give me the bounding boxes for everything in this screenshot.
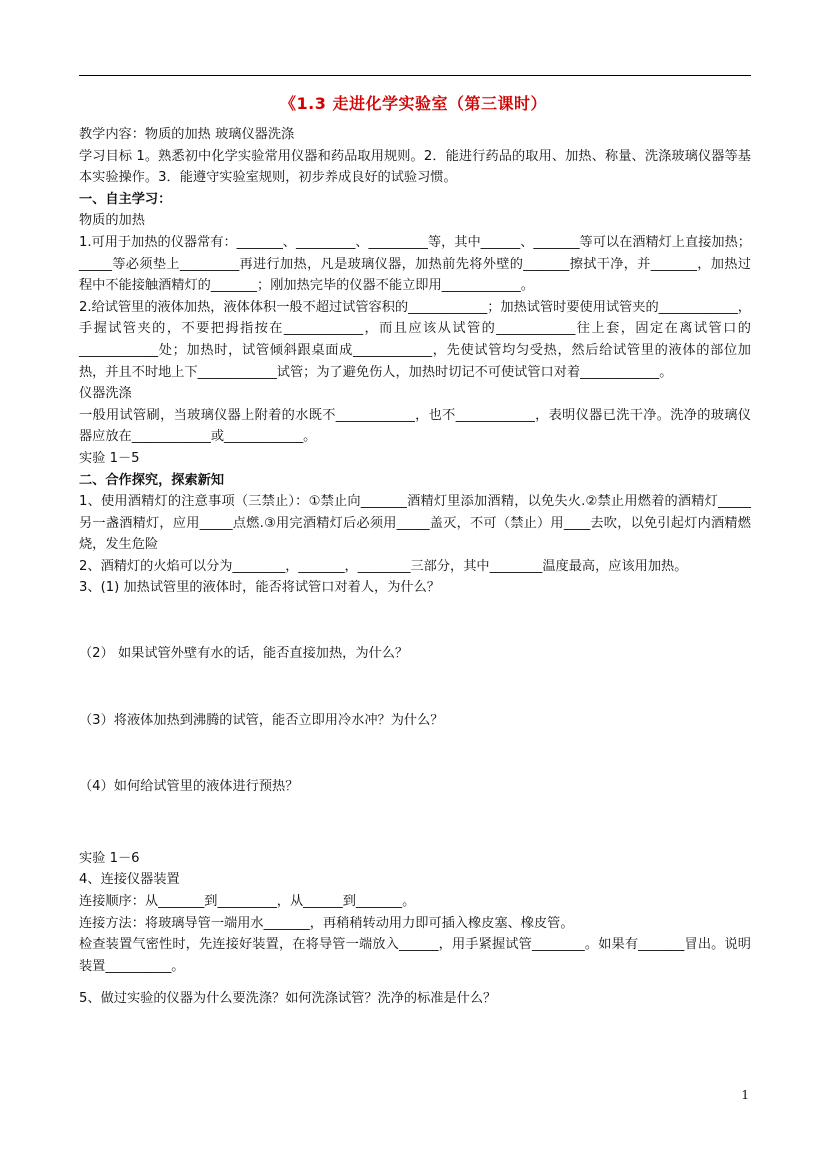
header-rule: [79, 75, 751, 76]
question-2-3-3: （3）将液体加热到沸腾的试管，能否立即用冷水冲？为什么？: [79, 712, 444, 728]
question-2-3-2: （2） 如果试管外壁有水的话，能否直接加热，为什么？: [79, 646, 409, 662]
question-2-4-order: 连接顺序：从_______到_________，从______到_______。: [79, 894, 416, 910]
teaching-content: 教学内容：物质的加热 玻璃仪器洗涤: [79, 127, 295, 142]
heating-subheading: 物质的加热: [79, 213, 145, 229]
question-1-1: 1.可用于加热的仪器常有：_______、_________、_________等，其中______、_______等可以在酒精灯上直接加热；_____等必须垫上_________再进行加热，凡是玻璃仪器，加热前先将外壁的_______擦拭干净，并_______，加热过程中不能接触酒精灯的_______；刚加热完毕的仪器不能立即用____________。: [79, 234, 751, 294]
question-2-4-check: 检查装置气密性时，先连接好装置，在将导管一端放入______，用手紧握试管________。如果有_______冒出。说明装置__________。: [79, 937, 751, 974]
answer-space: [79, 798, 751, 848]
experiment-1-5: 实验 1－5: [79, 450, 140, 466]
washing-paragraph: 一般用试管刷，当玻璃仪器上附着的水既不____________，也不____________，表明仪器已洗干净。洗净的玻璃仪器应放在____________或____________。: [79, 407, 751, 445]
question-2-5: 5、做过实验的仪器为什么要洗涤？如何洗涤试管？洗净的标准是什么？: [79, 991, 497, 1007]
learning-goals: 学习目标 1。熟悉初中化学实验常用仪器和药品取用规则。2．能进行药品的取用、加热、称量、洗涤玻璃仪器等基本实验操作。3．能遵守实验室规则，初步养成良好的试验习惯。: [79, 148, 751, 186]
question-1-2: 2.给试管里的液体加热，液体体积一般不超过试管容积的____________；加热试管时要使用试管夹的____________，手握试管夹的，不要把拇指按在____________，而且应该从试管的____________往上套，固定在离试管口的____________处；加热时，试管倾斜跟桌面成____________，先使试管均匀受热，然后给试管里的液体的部位加热，并且不时地上下____________试管；为了避免伤人，加热时切记不可使试管口对着____________。: [79, 299, 751, 380]
answer-space: [79, 977, 751, 988]
question-2-4-method: 连接方法：将玻璃导管一端用水_______，再稍稍转动用力即可插入橡皮塞、橡皮管。: [79, 915, 574, 931]
section2-heading: 二、合作探究，探索新知: [79, 472, 225, 488]
answer-space: [79, 665, 751, 710]
worksheet-body: [79, 124, 751, 1010]
section1-heading: 一、自主学习：: [79, 191, 172, 207]
question-2-3-4: （4）如何给试管里的液体进行预热？: [79, 779, 299, 795]
page-title: 《1.3 走进化学实验室（第三课时）: [280, 94, 547, 113]
question-2-3-1: 3、(1) 加热试管里的液体时，能否将试管口对着人，为什么？: [79, 580, 440, 596]
answer-space: [79, 731, 751, 776]
page-number: 1: [741, 1088, 749, 1102]
question-2-2: 2、酒精灯的火焰可以分为________，_______，________三部分，其中________温度最高，应该用加热。: [79, 558, 688, 574]
answer-space: [79, 599, 751, 643]
washing-subheading: 仪器洗涤: [79, 386, 132, 402]
question-2-1: 1、使用酒精灯的注意事项（三禁止）：①禁止向_______酒精灯里添加酒精，以免失火.②禁止用燃着的酒精灯_____另一盏酒精灯，应用_____点燃.③用完酒精灯后必须用_____盖灭，不可（禁止）用____去吹，以免引起灯内酒精燃烧，发生危险: [79, 494, 751, 553]
experiment-1-6: 实验 1－6: [79, 850, 140, 866]
question-2-4-heading: 4、连接仪器装置: [79, 872, 180, 888]
